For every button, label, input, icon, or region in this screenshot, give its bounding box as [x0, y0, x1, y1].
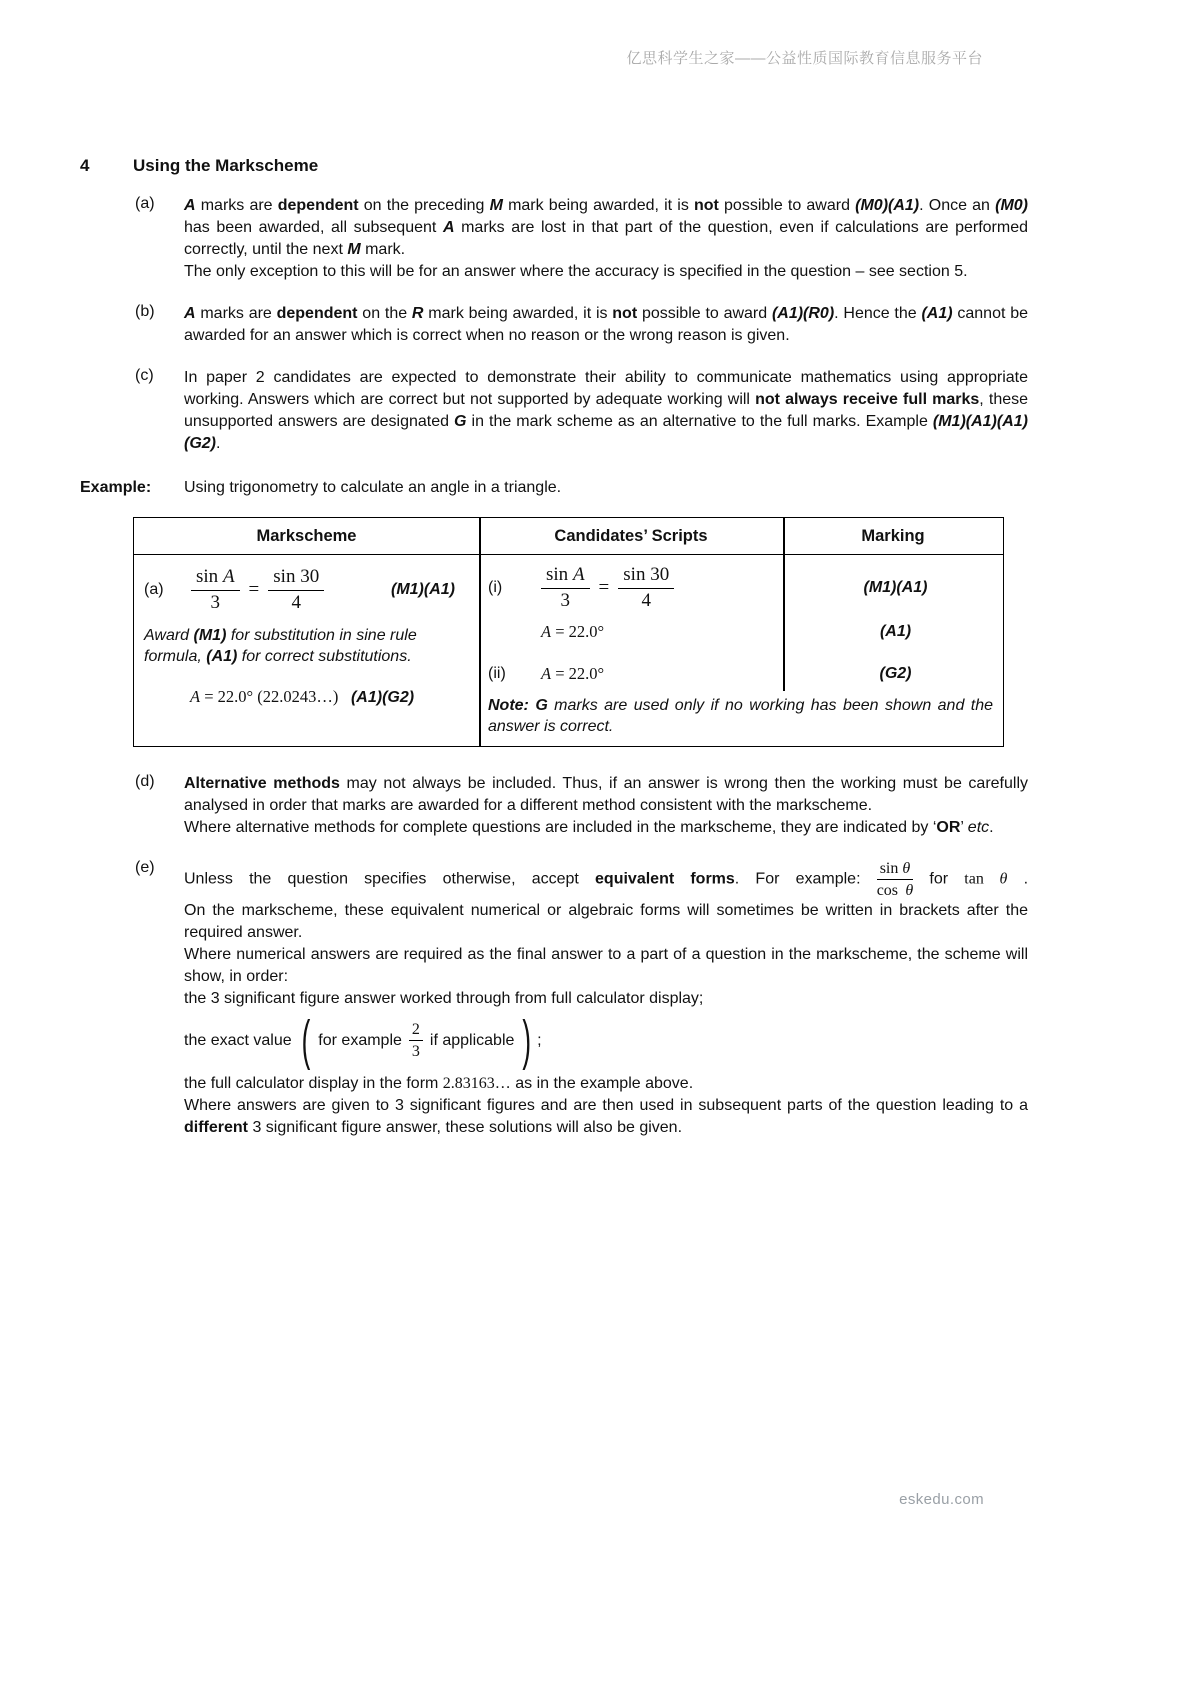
table-body [134, 555, 1003, 746]
semicolon: ; [537, 1031, 542, 1049]
paragraph-with-fraction: Unless the question specifies otherwise, accept equivalent forms. For example: $\frac{\text{sin θ}}{\text{cos θ}}$ for tan θ . [184, 860, 1029, 899]
answer-value: A = 22.0° [541, 664, 605, 683]
candidate-row-1 [479, 555, 1003, 617]
paragraph: Where alternative methods for complete questions are included in the markscheme, they are indicated by ‘OR’ etc. [184, 819, 994, 836]
exact-value-text: the exact value [184, 1031, 292, 1049]
paragraph: Where answers are given to 3 significant figures and are then used in subsequent parts of the question leading to a different 3 significant figure answer, these solutions will also be given. [184, 1097, 1028, 1136]
table-header-candidates-scripts: Candidates’ Scripts [554, 526, 708, 545]
marking-cell: (M1)(A1) [863, 579, 928, 596]
g-marks-note: Note: G marks are used only if no working has been shown and the answer is correct. [488, 697, 994, 735]
item-body [184, 303, 1028, 347]
candidate-script-cell [479, 559, 788, 617]
sine-rule-equation [541, 564, 674, 612]
part-label: (a) [144, 581, 164, 598]
award-note: Award (M1) for substitution in sine rule formula, (A1) for correct substitutions. [144, 627, 417, 665]
markscheme-equation-row [134, 555, 479, 617]
answer-value: A = 22.0° [541, 622, 605, 641]
example-row [80, 479, 1028, 497]
candidate-script-cell [479, 659, 788, 689]
candidate-script-cell [479, 617, 788, 647]
mark-annotation: (A1)(G2) [350, 689, 415, 706]
item-body [184, 367, 1028, 455]
table-divider-vertical-1 [479, 518, 481, 746]
paragraph: Alternative methods may not always be included. Thus, if an answer is wrong then the working must be carefully analysed in order that marks are awarded for a different method consistent with the markscheme. [184, 775, 1029, 814]
item-label: (e) [135, 859, 155, 876]
item-label: (b) [135, 303, 155, 320]
table-header-marking: Marking [861, 526, 925, 545]
markscheme-cell [134, 555, 479, 746]
script-label: (i) [488, 579, 503, 596]
marking-cell: (A1) [879, 623, 912, 640]
table-divider-vertical-2 [783, 518, 785, 691]
item-label: (a) [135, 195, 155, 212]
paragraph: On the markscheme, these equivalent numerical or algebraic forms will sometimes be written in brackets after the required answer. [184, 902, 1028, 941]
site-logo: eskedu.com [899, 1491, 984, 1508]
example-label: Example: [80, 479, 152, 496]
paragraph: the 3 significant figure answer worked through from full calculator display; [184, 990, 704, 1007]
item-b [80, 303, 1028, 347]
paragraph: Where numerical answers are required as the final answer to a part of a question in the markscheme, the scheme will show, in order: [184, 946, 1028, 985]
item-body [184, 773, 1028, 839]
item-label: (d) [135, 773, 155, 790]
if-applicable-text: if applicable [429, 1031, 515, 1049]
answer-value: A = 22.0° (22.0243…) [190, 687, 339, 706]
left-paren: ( [301, 1007, 311, 1071]
item-body [184, 195, 1028, 283]
item-a [80, 195, 1028, 283]
paragraph: The only exception to this will be for an answer where the accuracy is specified in the question – see section 5. [184, 263, 968, 280]
exact-value-line [184, 1007, 1028, 1071]
paragraph: the full calculator display in the form 2.83163… as in the example above. [184, 1075, 694, 1092]
markscheme-answer [134, 687, 479, 717]
marking-cell: (G2) [879, 665, 912, 682]
candidates-and-marking-cell [479, 555, 1003, 746]
for-example-text: for example [318, 1031, 402, 1049]
sine-rule-equation [191, 566, 324, 614]
fraction-sin-over-cos: $\frac{\text{sin θ}}{\text{cos θ}}$ [876, 860, 914, 899]
candidate-row-2 [479, 617, 1003, 647]
item-e [80, 859, 1028, 1139]
example-text: Using trigonometry to calculate an angle in a triangle. [184, 479, 562, 496]
item-body [184, 859, 1028, 1139]
mark-annotation: (M1)(A1) [391, 581, 455, 598]
table-header-markscheme: Markscheme [256, 526, 357, 545]
section-heading [80, 156, 1028, 176]
item-c [80, 367, 1028, 455]
fraction-sinA-over-3: $\frac{\text{sin A}}{3}$ [191, 566, 240, 614]
fraction-sin30-over-4: $\frac{\sin 30}{4}$ [618, 564, 674, 612]
item-d [80, 773, 1028, 839]
candidate-row-3 [479, 659, 1003, 689]
paragraph: In paper 2 candidates are expected to demonstrate their ability to communicate mathematics using appropriate working. Answers which are correct but not supported by adequate working will not always receive full marks, these unsupported answers are designated G in the mark scheme as an alternative to the full marks. Example (M1)(A1)(A1)(G2). [184, 369, 1029, 452]
equals-sign: = [598, 577, 610, 598]
watermark-text: 亿思科学生之家——公益性质国际教育信息服务平台 [626, 50, 983, 67]
paragraph: A marks are dependent on the R mark being awarded, it is not possible to award (A1)(R0). Hence the (A1) cannot be awarded for an answer which is correct when no reason or the wrong reason is given. [184, 305, 1028, 344]
exact-value-inner [316, 1020, 516, 1061]
document-content [80, 156, 1028, 1159]
table-header-row [134, 518, 1003, 555]
script-label: (ii) [488, 665, 506, 682]
item-label: (c) [135, 367, 154, 384]
fraction-sinA-over-3: $\frac{\text{sin A}}{3}$ [541, 564, 590, 612]
markscheme-example-table [133, 517, 1004, 747]
right-paren: ) [522, 1007, 532, 1071]
section-number: 4 [80, 156, 90, 175]
fraction-sin30-over-4: $\frac{\sin 30}{4}$ [268, 566, 324, 614]
fraction-two-thirds: $\frac{2}{3}$ [409, 1020, 423, 1061]
paragraph: A marks are dependent on the preceding M mark being awarded, it is not possible to award (M0)(A1). Once an (M0) has been awarded, all subsequent A marks are lost in that part of the question, even if calculations are performed correctly, until the next M mark. [184, 197, 1029, 258]
equals-sign: = [248, 579, 260, 600]
section-title: Using the Markscheme [133, 156, 319, 175]
